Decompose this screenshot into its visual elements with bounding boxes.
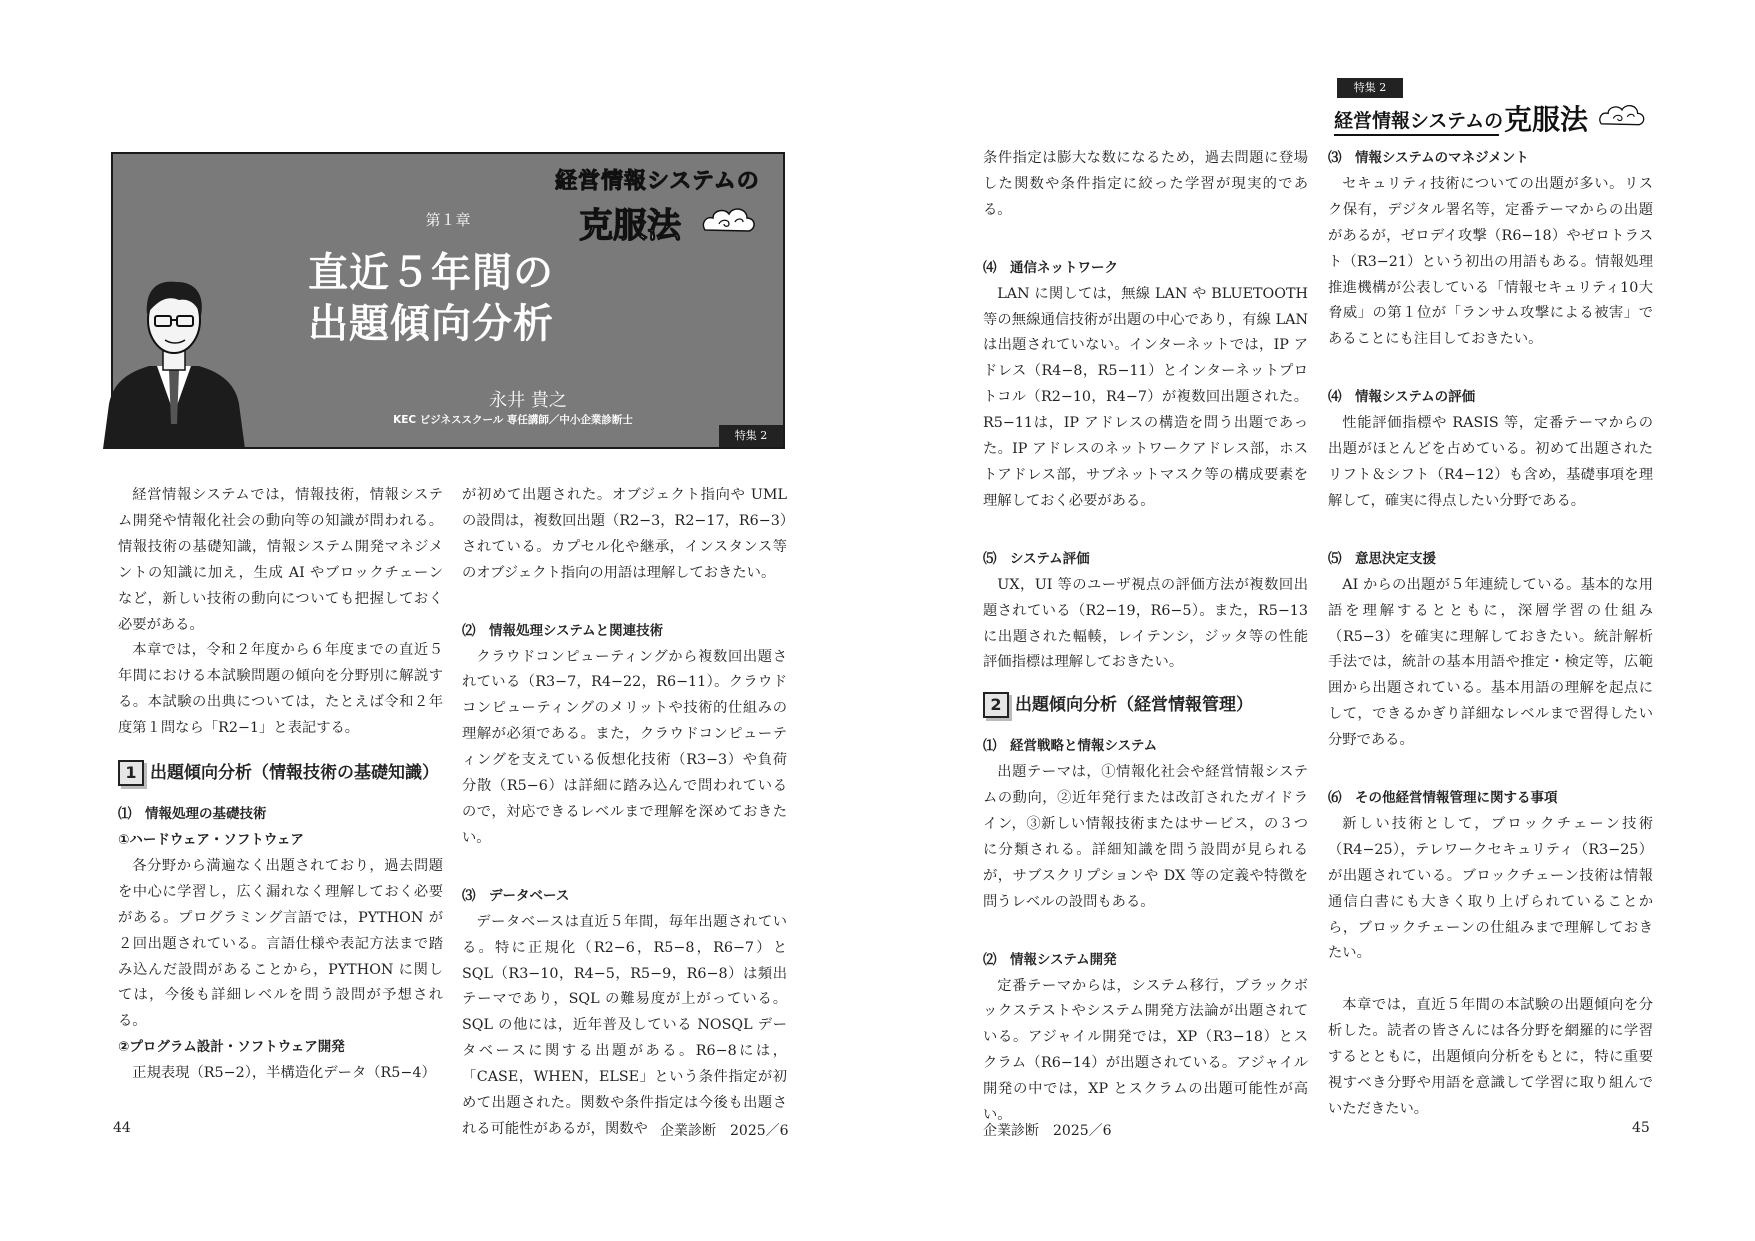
subsection-heading: ⑹ その他経営情報管理に関する事項 bbox=[1328, 790, 1558, 807]
section-title: 出題傾向分析（情報技術の基礎知識） bbox=[150, 763, 439, 784]
subsection-heading: ⑸ システム評価 bbox=[983, 550, 1090, 567]
feature-logo-line1: 経営情報システムの bbox=[555, 169, 760, 194]
subsection-heading: ⑴ 情報処理の基礎技術 bbox=[118, 806, 267, 823]
paragraph: AI からの出題が５年連続している。基本的な用語を理解するとともに，深層学習の仕組み（R5−3）を確実に理解しておきたい。統計解析手法では，統計の基本用語や推定・検定等，広範囲から出題されている。基本用語の理解を起点にして，できるかぎり詳細なレベルまで習得したい分野である。 bbox=[1328, 576, 1653, 749]
subsection-heading: ⑶ データベース bbox=[462, 887, 570, 904]
paragraph: LAN に関しては，無線 LAN や BLUETOOTH 等の無線通信技術が出題の中心であり，有線 LAN は出題されていない。インターネットでは，IP アドレス（R4−8，R5−11）とインターネットプロトコル（R2−10，R4−7）が複数回出題された。R5−11は，IP アドレスの構造を問う出題であった。IP アドレスのネットワークアドレス部，ホストアドレス部，サブネットマスク等の構成要素を理解しておく必要がある。 bbox=[983, 285, 1308, 509]
paragraph: クラウドコンピューティングから複数回出題されている（R3−7，R4−22，R6−11）。クラウドコンピューティングのメリットや技術的仕組みの理解が必須である。また，クラウドコンピューティングを支えている仮想化技術（R3−3）や負荷分散（R5−6）は詳細に踏み込んで問われているので，対応できるレベルまで理解を深めておきたい。 bbox=[462, 648, 787, 846]
feature-logo-line2: 克服法 bbox=[579, 206, 681, 246]
paragraph: 各分野から満遍なく出題されており，過去問題を中心に学習し，広く漏れなく理解しておく必要がある。プログラミング言語では，PYTHON が２回出題されている。言語仕様や表記方法まで踏み込んだ設問があることから，PYTHON に関しては，今後も詳細レベルを問う設問が予想される。 bbox=[118, 857, 443, 1030]
page-number: 44 bbox=[113, 1120, 131, 1136]
section-number-box: 1 bbox=[118, 760, 144, 786]
paragraph: 本章では，直近５年間の本試験の出題傾向を分析した。読者の皆さんには各分野を網羅的に学習するとともに，出題傾向分析をもとに，特に重要視すべき分野や用語を意識して学習に取り組んでいただきたい。 bbox=[1328, 997, 1653, 1117]
paragraph: 出題テーマは，①情報化社会や経営情報システムの動向，②近年発行または改訂されたガイドライン，③新しい情報技術またはサービス，の３つに分類される。詳細知識を問う設問が見られるが，サブスクリプションや DX 等の定義や特徴を問うレベルの設問もある。 bbox=[983, 764, 1308, 910]
subsection-heading: ②プログラム設計・ソフトウェア開発 bbox=[118, 1039, 345, 1056]
author-affiliation: KEC ビジネススクール 専任講師／中小企業診断士 bbox=[393, 414, 633, 426]
subsection-heading: ⑵ 情報システム開発 bbox=[983, 951, 1117, 968]
feature-logo bbox=[1334, 98, 1654, 142]
chapter-title-line1: 直近５年間の bbox=[308, 250, 554, 296]
paragraph: 経営情報システムでは，情報技術，情報システム開発や情報化社会の動向等の知識が問われる。情報技術の基礎知識，情報システム開発マネジメントの知識に加え，生成 AI やブロックチェーンなど，新しい技術の動向についても把握しておく必要がある。 bbox=[118, 487, 443, 633]
subsection-heading: ⑵ 情報処理システムと関連技術 bbox=[462, 622, 664, 639]
feature-logo-line1: 経営情報システムの bbox=[1334, 110, 1504, 132]
author-name: 永井 貴之 bbox=[489, 390, 567, 411]
subsection-heading: ⑷ 通信ネットワーク bbox=[983, 259, 1118, 276]
paragraph: 性能評価指標や RASIS 等，定番テーマからの出題がほとんどを占めている。初めて出題されたリフト＆シフト（R4−12）も含め，基礎事項を理解して，確実に得点したい分野である。 bbox=[1328, 415, 1653, 509]
magazine-issue: 企業診断 2025／6 bbox=[660, 1123, 789, 1139]
chapter-title-line2: 出題傾向分析 bbox=[308, 301, 554, 347]
section-heading-2 bbox=[983, 688, 1308, 722]
text-column-3 bbox=[983, 146, 1308, 1129]
subsection-heading: ⑷ 情報システムの評価 bbox=[1328, 389, 1476, 406]
subsection-heading: ⑴ 経営戦略と情報システム bbox=[983, 738, 1158, 755]
feature-tag: 特集 2 bbox=[719, 425, 783, 447]
paragraph: 本章では，令和２年度から６年度までの直近５年間における本試験問題の傾向を分野別に解説する。本試験の出典については，たとえば令和２年度第１問なら「R2−1」と表記する。 bbox=[118, 642, 443, 737]
paragraph: 正規表現（R5−2），半構造化データ（R5−4） bbox=[132, 1065, 436, 1082]
paragraph: 新しい技術として，ブロックチェーン技術（R4−25），テレワークセキュリティ（R3−25）が出題されている。ブロックチェーン技術は情報通信白書にも大きく取り上げられていることから，ブロックチェーンの仕組みまで理解しておきたい。 bbox=[1328, 815, 1653, 962]
text-column-4 bbox=[1328, 146, 1653, 1123]
section-number-box: 2 bbox=[983, 692, 1009, 718]
paragraph: UX，UI 等のユーザ視点の評価方法が複数回出題されている（R2−19，R6−5）。また，R5−13に出題された輻輳，レイテンシ，ジッタ等の性能評価指標は理解しておきたい。 bbox=[983, 576, 1308, 671]
chapter-number: 第１章 bbox=[425, 211, 471, 229]
subsection-heading: ①ハードウェア・ソフトウェア bbox=[118, 831, 304, 848]
subsection-heading: ⑶ 情報システムのマネジメント bbox=[1328, 150, 1529, 166]
feature-tag: 特集 2 bbox=[1337, 78, 1403, 98]
subsection-heading: ⑸ 意思決定支援 bbox=[1328, 550, 1436, 567]
section-title: 出題傾向分析（経営情報管理） bbox=[1015, 695, 1253, 716]
paragraph: セキュリティ技術についての出題が多い。リスク保有，デジタル署名等，定番テーマからの出題があるが，ゼロデイ攻撃（R6−18）やゼロトラスト（R3−21）という初出の用語もある。情報処理推進機構が公表している「情報セキュリティ10大脅威」の第１位が「ランサム攻撃による被害」であることにも注目しておきたい。 bbox=[1328, 175, 1653, 348]
cloud-swirl-icon bbox=[1596, 100, 1648, 132]
paragraph: データベースは直近５年間，毎年出題されている。特に正規化（R2−6，R5−8，R6−7）と SQL（R3−10，R4−5，R5−9，R6−8）は頻出テーマであり，SQL の難易度が上がっている。SQL の他には，近年普及している NOSQL データベースに関する出題がある。R6−8には，「CASE，WHEN，ELSE」という条件指定が初めて出題された。関数や条件指定は今後も出題される可能性があるが，関数や bbox=[462, 913, 787, 1137]
magazine-issue: 企業診断 2025／6 bbox=[983, 1123, 1112, 1139]
page-number: 45 bbox=[1632, 1120, 1650, 1136]
paragraph: が初めて出題された。オブジェクト指向や UML の設問は，複数回出題（R2−3，R2−17，R6−3）されている。カプセル化や継承，インスタンス等のオブジェクト指向の用語は理解しておきたい。 bbox=[462, 487, 788, 581]
paragraph: 定番テーマからは，システム移行，ブラックボックステストやシステム開発方法論が出題されている。アジャイル開発では，XP（R3−18）とスクラム（R6−14）が出題されている。アジャイル開発の中では，XP とスクラムの出題可能性が高い。 bbox=[983, 977, 1308, 1124]
feature-logo-line2: 克服法 bbox=[1504, 103, 1589, 136]
paragraph: 条件指定は膨大な数になるため，過去問題に登場した関数や条件指定に絞った学習が現実的である。 bbox=[983, 150, 1308, 218]
